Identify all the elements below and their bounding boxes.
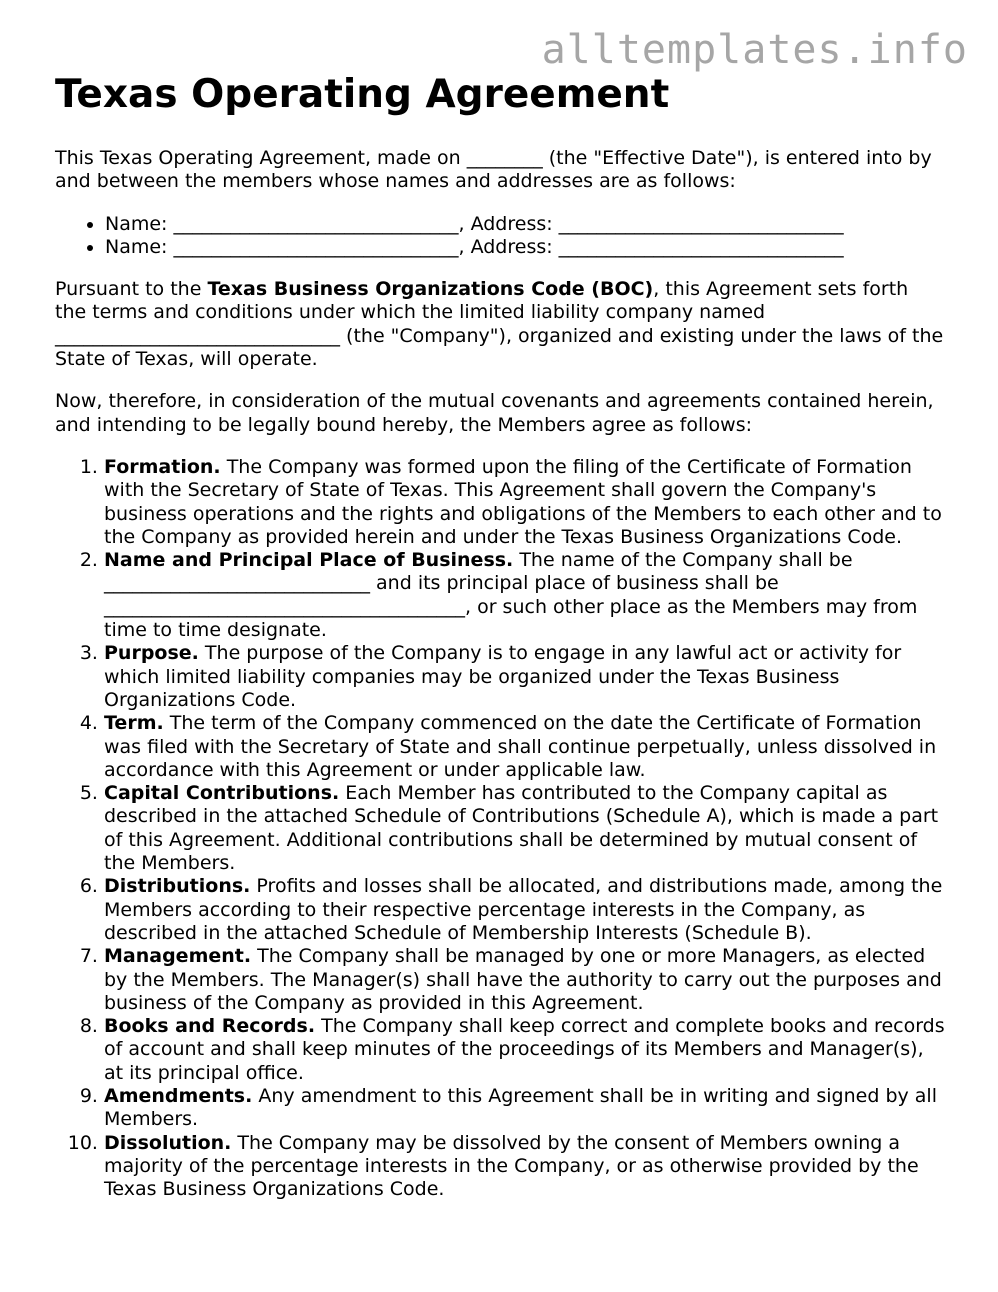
boc-post: , this Agreement sets forth the terms and conditions under which the limited liability company named ______________________________ (the "Company"), organized and existing under the laws of the State of Texas, will operate. [55,278,944,371]
clause-text: Each Member has contributed to the Company capital as described in the attached Schedule of Contributions (Schedule A), which is made a part of this Agreement. Additional contributions shall be determined by mutual consent of the Members. [104,782,939,875]
clause-heading: Formation. [104,455,221,478]
watermark: alltemplates.info [541,27,968,73]
clause-heading: Amendments. [104,1084,253,1107]
clause-text: Profits and losses shall be allocated, and distributions made, among the Members according to their respective percentage interests in the Company, as described in the attached Schedule of Membership Interests (Schedule B). [104,875,943,944]
boc-code-name: Texas Business Organizations Code (BOC) [207,278,654,301]
clause-heading: Purpose. [104,642,199,665]
member-entry: • Name: ______________________________, Address: ______________________________ [105,213,945,236]
intro-paragraph: This Texas Operating Agreement, made on ________ (the "Effective Date"), is entered into by and between the members whose names and addresses are as follows: [55,147,932,193]
clause-item [104,456,945,549]
clause-heading: Books and Records. [104,1015,316,1038]
clause-heading: Management. [104,945,252,968]
clause-text: The purpose of the Company is to engage in any lawful act or activity for which limited liability companies may be organized under the Texas Business Organizations Code. [104,642,902,711]
clause-item [104,1085,945,1132]
clause-text: The Company shall keep correct and complete books and records of account and shall keep minutes of the proceedings of its Members and Manager(s), at its principal office. [104,1015,945,1084]
clause-item [104,642,945,712]
member-entry: • Name: ______________________________, Address: ______________________________ [105,236,945,259]
clause-heading: Name and Principal Place of Business. [104,549,514,572]
clause-text: Any amendment to this Agreement shall be in writing and signed by all Members. [104,1084,937,1131]
clause-item [104,945,945,1015]
clause-item [104,1015,945,1085]
clause-heading: Dissolution. [104,1131,232,1154]
clause-item [104,549,945,642]
boc-paragraph [55,278,945,371]
clauses-list [55,456,945,1202]
document-title: Texas Operating Agreement [55,72,670,117]
consideration-paragraph: Now, therefore, in consideration of the mutual covenants and agreements contained herein, and intending to be legally bound hereby, the Members agree as follows: [55,390,934,436]
members-list [55,213,945,260]
clause-item [104,782,945,875]
clause-text: The name of the Company shall be ____________________________ and its principal place of business shall be ______________________________________, or such other place as the Members may from time to time designate. [104,549,918,642]
clause-text: The Company may be dissolved by the consent of Members owning a majority of the percentage interests in the Company, or as otherwise provided by the Texas Business Organizations Code. [104,1131,919,1201]
clause-heading: Capital Contributions. [104,782,340,805]
clause-heading: Distributions. [104,875,251,898]
clause-item [104,1132,945,1202]
clause-item [104,875,945,945]
clause-text: The Company shall be managed by one or more Managers, as elected by the Members. The Manager(s) shall have the authority to carry out the purposes and business of the Company as provided in this Agreement. [104,945,942,1014]
clause-text: The term of the Company commenced on the date the Certificate of Formation was filed with the Secretary of State and shall continue perpetually, unless dissolved in accordance with this Agreement or under applicable law. [104,712,937,781]
clause-heading: Term. [104,712,164,735]
clause-item [104,712,945,782]
clause-text: The Company was formed upon the filing of the Certificate of Formation with the Secretary of State of Texas. This Agreement shall govern the Company's business operations and the rights and obligations of the Members to each other and to the Company as provided herein and under the Texas Business Organizations Code. [104,455,942,548]
document-body [55,72,945,1201]
boc-pre: Pursuant to the [55,278,208,301]
